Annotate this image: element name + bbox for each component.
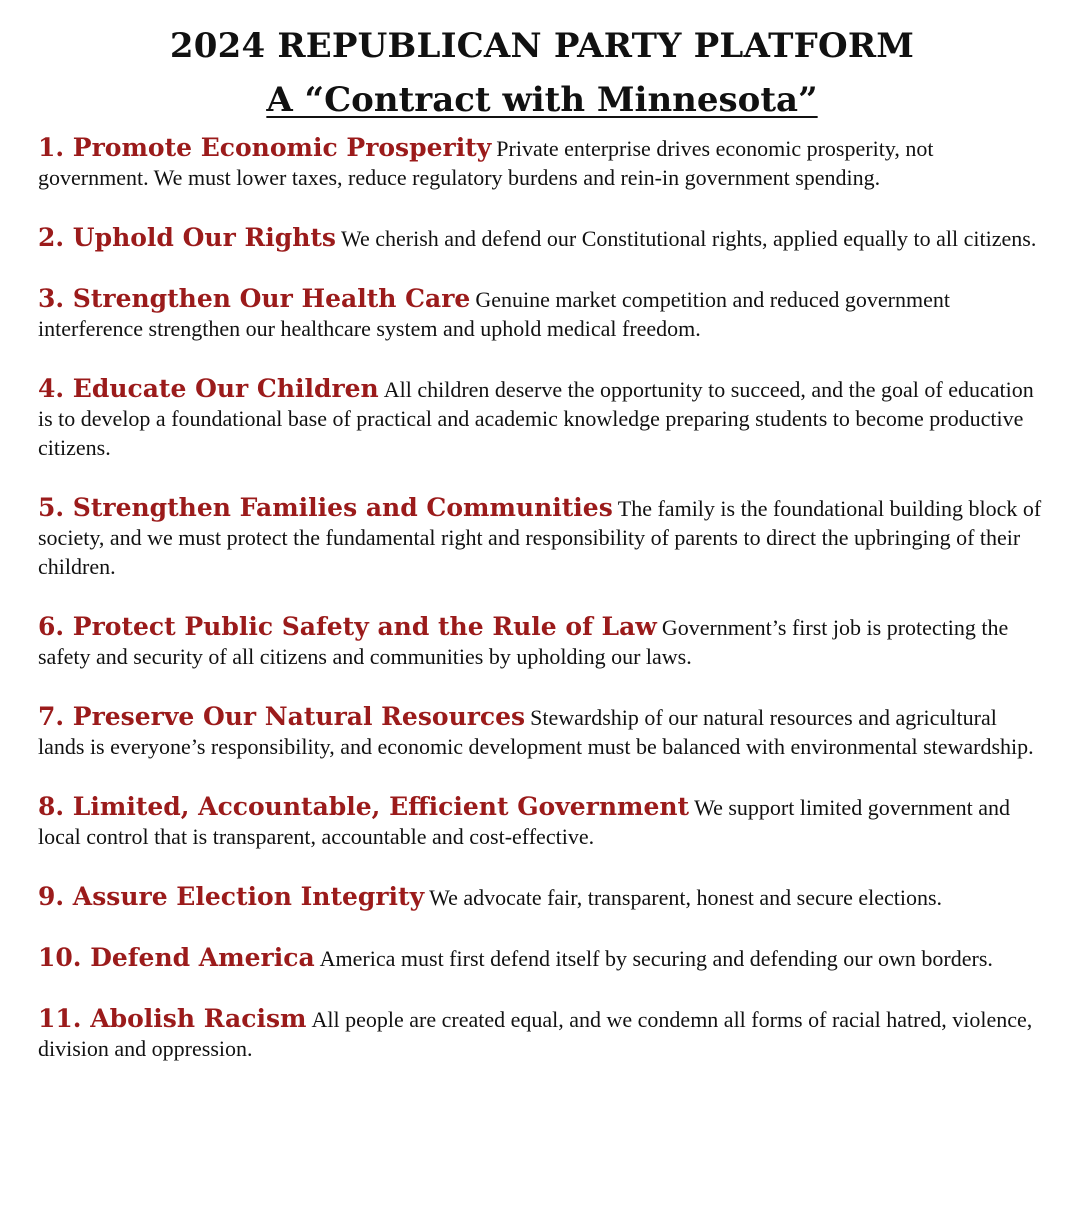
- platform-item-heading: 6. Protect Public Safety and the Rule of Law: [38, 612, 657, 641]
- document-page: [0, 26, 1086, 1226]
- platform-item-8: [38, 793, 1046, 852]
- platform-item-5: [38, 494, 1046, 582]
- platform-item-text: Genuine market competition and reduced government interference strengthen our healthcare system and uphold medical freedom.: [38, 287, 950, 341]
- platform-item-heading: 1. Promote Economic Prosperity: [38, 133, 492, 162]
- platform-item-heading: 5. Strengthen Families and Communities: [38, 493, 613, 522]
- platform-item-10: [38, 944, 1046, 974]
- platform-item-text: Government’s first job is protecting the safety and security of all citizens and communities by upholding our laws.: [38, 615, 1009, 669]
- platform-item-text: America must first defend itself by securing and defending our own borders.: [319, 946, 993, 971]
- platform-item-text: We advocate fair, transparent, honest and secure elections.: [429, 885, 943, 910]
- document-title: 2024 REPUBLICAN PARTY PLATFORM: [169, 26, 915, 66]
- platform-item-text: Private enterprise drives economic prosperity, not government. We must lower taxes, reduce regulatory burdens and rein-in government spending.: [38, 136, 934, 190]
- platform-item-heading: 10. Defend America: [38, 943, 315, 972]
- platform-item-heading: 9. Assure Election Integrity: [38, 882, 425, 911]
- platform-item-text: We support limited government and local control that is transparent, accountable and cost-effective.: [38, 795, 1011, 849]
- platform-item-text: The family is the foundational building block of society, and we must protect the fundamental right and responsibility of parents to direct the upbringing of their children.: [38, 496, 1042, 579]
- platform-item-1: [38, 134, 1046, 193]
- platform-item-text: Stewardship of our natural resources and agricultural lands is everyone’s responsibility, and economic development must be balanced with environmental stewardship.: [38, 705, 1034, 759]
- platform-item-heading: 4. Educate Our Children: [38, 374, 379, 403]
- platform-item-text: All children deserve the opportunity to succeed, and the goal of education is to develop a foundational base of practical and academic knowledge preparing students to become productive citizens.: [38, 377, 1034, 460]
- platform-item-heading: 3. Strengthen Our Health Care: [38, 284, 471, 313]
- document-subtitle: [38, 80, 1046, 120]
- platform-item-heading: 8. Limited, Accountable, Efficient Government: [38, 792, 690, 821]
- platform-item-text: All people are created equal, and we condemn all forms of racial hatred, violence, division and oppression.: [38, 1007, 1033, 1061]
- platform-item-heading: 7. Preserve Our Natural Resources: [38, 702, 526, 731]
- platform-item-9: [38, 883, 1046, 913]
- platform-item-7: [38, 703, 1046, 762]
- platform-item-text: We cherish and defend our Constitutional rights, applied equally to all citizens.: [341, 226, 1037, 251]
- platform-item-heading: 11. Abolish Racism: [38, 1004, 307, 1033]
- platform-item-4: [38, 375, 1046, 463]
- platform-item-11: [38, 1005, 1046, 1064]
- document-subtitle-text: A “Contract with Minnesota”: [266, 80, 818, 120]
- platform-item-heading: 2. Uphold Our Rights: [38, 223, 336, 252]
- platform-item-3: [38, 285, 1046, 344]
- platform-item-6: [38, 613, 1046, 672]
- platform-item-2: [38, 224, 1046, 254]
- platform-list: [38, 134, 1046, 1064]
